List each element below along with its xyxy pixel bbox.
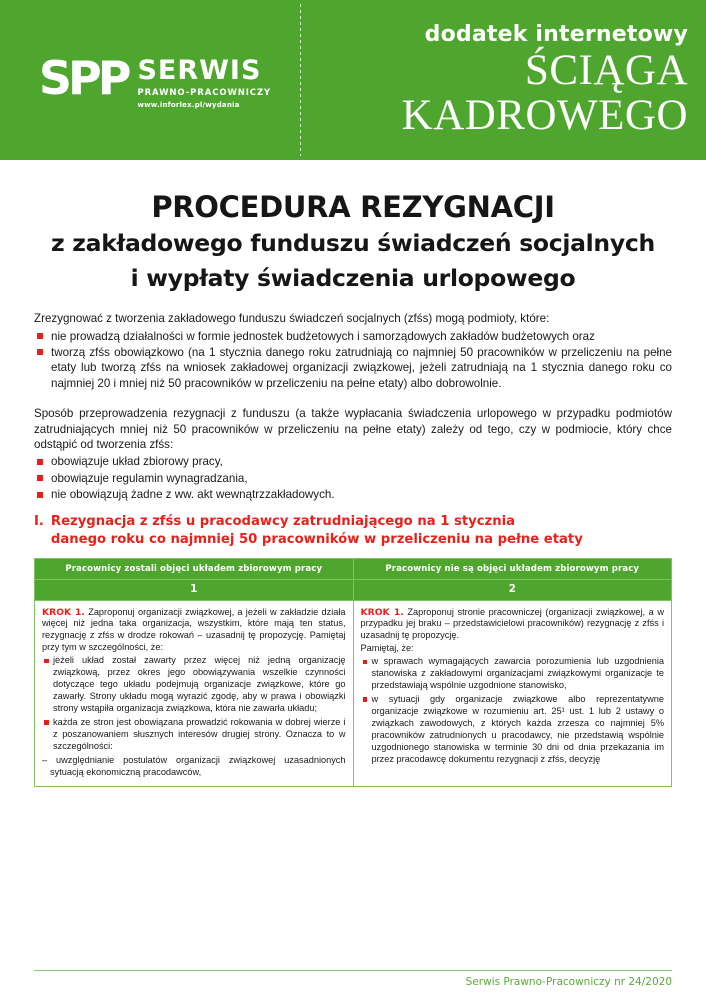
table-column-number-2: 2 [353, 579, 672, 600]
intro-bullet-list [34, 329, 672, 392]
table-body [35, 600, 672, 786]
cell-bullet-list [361, 656, 665, 766]
dash-line: – uwzględnianie postulatów organizacji związkowej uzasadnionych sytuacją ekonomiczną pracodawców, [42, 754, 346, 777]
table-header [35, 558, 672, 600]
table-header-row [35, 558, 672, 579]
list-item: nie obowiązują żadne z ww. akt wewnątrzzakładowych. [34, 487, 672, 502]
table-column-header-1: Pracownicy zostali objęci układem zbiorowym pracy [35, 558, 354, 579]
banner-title-area [301, 0, 706, 160]
section-heading-line-1: Rezygnacja z zfśs u pracodawcy zatrudniającego na 1 stycznia [50, 513, 516, 529]
list-item: każda ze stron jest obowiązana prowadzić rokowania w dobrej wierze i z poszanowaniem słusznych interesów drugiej strony. Oznacza to w szczególności: [42, 717, 346, 753]
body-content [0, 301, 706, 502]
table-cell-column-1 [35, 600, 354, 786]
table-column-number-1: 1 [35, 579, 354, 600]
spacer [34, 397, 672, 406]
page-subtitle-line-1: z zakładowego funduszu świadczeń socjalnych [51, 229, 655, 257]
list-item: nie prowadzą działalności w formie jednostek budżetowych i samorządowych zakładów budżetowych oraz [34, 329, 672, 344]
table-column-header-2: Pracownicy nie są objęci układem zbiorowym pracy [353, 558, 672, 579]
krok-label: KROK 1. [360, 606, 404, 618]
list-item: tworzą zfśs obowiązkowo (na 1 stycznia danego roku zatrudniają co najmniej 50 pracowników w przeliczeniu na pełne etaty lub tworzą zfśs na wniosek zakładowej organizacji związkowej, jeżeli zatrudniają na 1 stycznia danego roku co najmniej 20 i mniej niż 50 pracowników w przeliczeniu na pełne etaty) albo dobrowolnie. [34, 345, 672, 391]
section-heading [0, 509, 706, 558]
section-number: I. [34, 513, 44, 529]
list-item: obowiązuje regulamin wynagradzania, [34, 471, 672, 486]
procedure-table [34, 558, 672, 787]
banner-title-line-1: ŚCIĄGA [524, 46, 688, 94]
second-lead-paragraph: Sposób przeprowadzenia rezygnacji z funduszu (a także wypłacania świadczenia urlopowego w przypadku podmiotów zatrudniających mniej niż 50 pracowników w przeliczeniu na pełne etaty) zależy od tego, czy w podmiocie, który chce odstąpić od tworzenia zfśs: [34, 407, 672, 451]
page-subtitle-line-2: i wypłaty świadczenia urlopowego [130, 263, 576, 292]
procedure-table-wrapper [0, 558, 706, 787]
footer-text: Serwis Prawno-Pracowniczy nr 24/2020 [465, 976, 672, 988]
banner-title-line-2: KADROWEGO [401, 91, 688, 139]
krok-text: Zaproponuj stronie pracowniczej (organizacji związkowej, a w przypadku jej braku – przedstawicielowi pracowników) rezygnację z zfśs i uzasadnij tę propozycję. [360, 606, 664, 641]
krok-paragraph [361, 607, 665, 643]
page-title-block [0, 160, 706, 301]
table-row [35, 600, 672, 786]
page-title: PROCEDURA REZYGNACJI [151, 190, 555, 224]
intro-lead-paragraph: Zrezygnować z tworzenia zakładowego funduszu świadczeń socjalnych (zfśs) mogą podmioty, które: [34, 312, 550, 326]
list-item: w sytuacji gdy organizacje związkowe albo reprezentatywne organizacje związkowe w rozumieniu art. 25¹ ust. 1 lub 2 ustawy o związkach zawodowych, z których każda zrzesza co najmniej 5% pracowników zatrudnionych u pracodawcy, nie przedstawią wspólnie uzgodnionego stanowiska w terminie 30 dni od dnia przekazania im przez pracodawcę dokumentu rezygnacji z zfśs, decyzję [361, 694, 665, 766]
second-bullet-list [34, 454, 672, 502]
section-heading-text [51, 513, 672, 550]
header-banner [0, 0, 706, 160]
list-item: obowiązuje układ zbiorowy pracy, [34, 454, 672, 469]
footer-divider [34, 970, 672, 971]
list-item: jeżeli układ został zawarty przez więcej niż jedną organizację związkową, przez okres jego obowiązywania wszelkie czynności dotyczące tego układu podejmują organizacje związkowe, które go zawarły. Strony układu mogą wyrazić zgodę, aby w prawa i obowiązki strony wstąpiła organizacja związkowa, która nie zawarła układu; [42, 655, 346, 715]
table-number-row [35, 579, 672, 600]
krok-label: KROK 1. [42, 606, 85, 618]
banner-logo-area [0, 0, 300, 160]
banner-kicker: dodatek internetowy [424, 21, 688, 47]
krok-text: Zaproponuj organizacji związkowej, a jeżeli w zakładzie działa więcej niż jedna taka organizacja, wszystkim, które mają ten status, rezygnację z zfśs w drodze rokowań – uzasadnij tę propozycję. Pamiętaj przy tym w szczególności, że: [42, 606, 346, 653]
logo-subtitle: PRAWNO-PRACOWNICZY [137, 87, 272, 98]
spp-logo-text [137, 51, 271, 108]
spp-logo-mark: SPP [38, 51, 128, 106]
logo-url: www.inforlex.pl/wydania [137, 100, 240, 109]
list-item: w sprawach wymagających zawarcia porozumienia lub uzgodnienia stanowiska z zakładowymi organizacjami związkowymi organizacje te przedstawiają wspólnie uzgodnione stanowisko, [361, 656, 665, 692]
section-heading-line-2: danego roku co najmniej 50 pracowników w przeliczeniu na pełne etaty [50, 532, 583, 548]
krok-paragraph [42, 607, 346, 655]
spp-logo [39, 51, 271, 108]
cell-note: Pamiętaj, że: [360, 643, 414, 654]
logo-brand-name: SERWIS [137, 55, 262, 87]
table-cell-column-2 [353, 600, 672, 786]
page-footer [0, 970, 706, 988]
cell-bullet-list [42, 655, 346, 753]
